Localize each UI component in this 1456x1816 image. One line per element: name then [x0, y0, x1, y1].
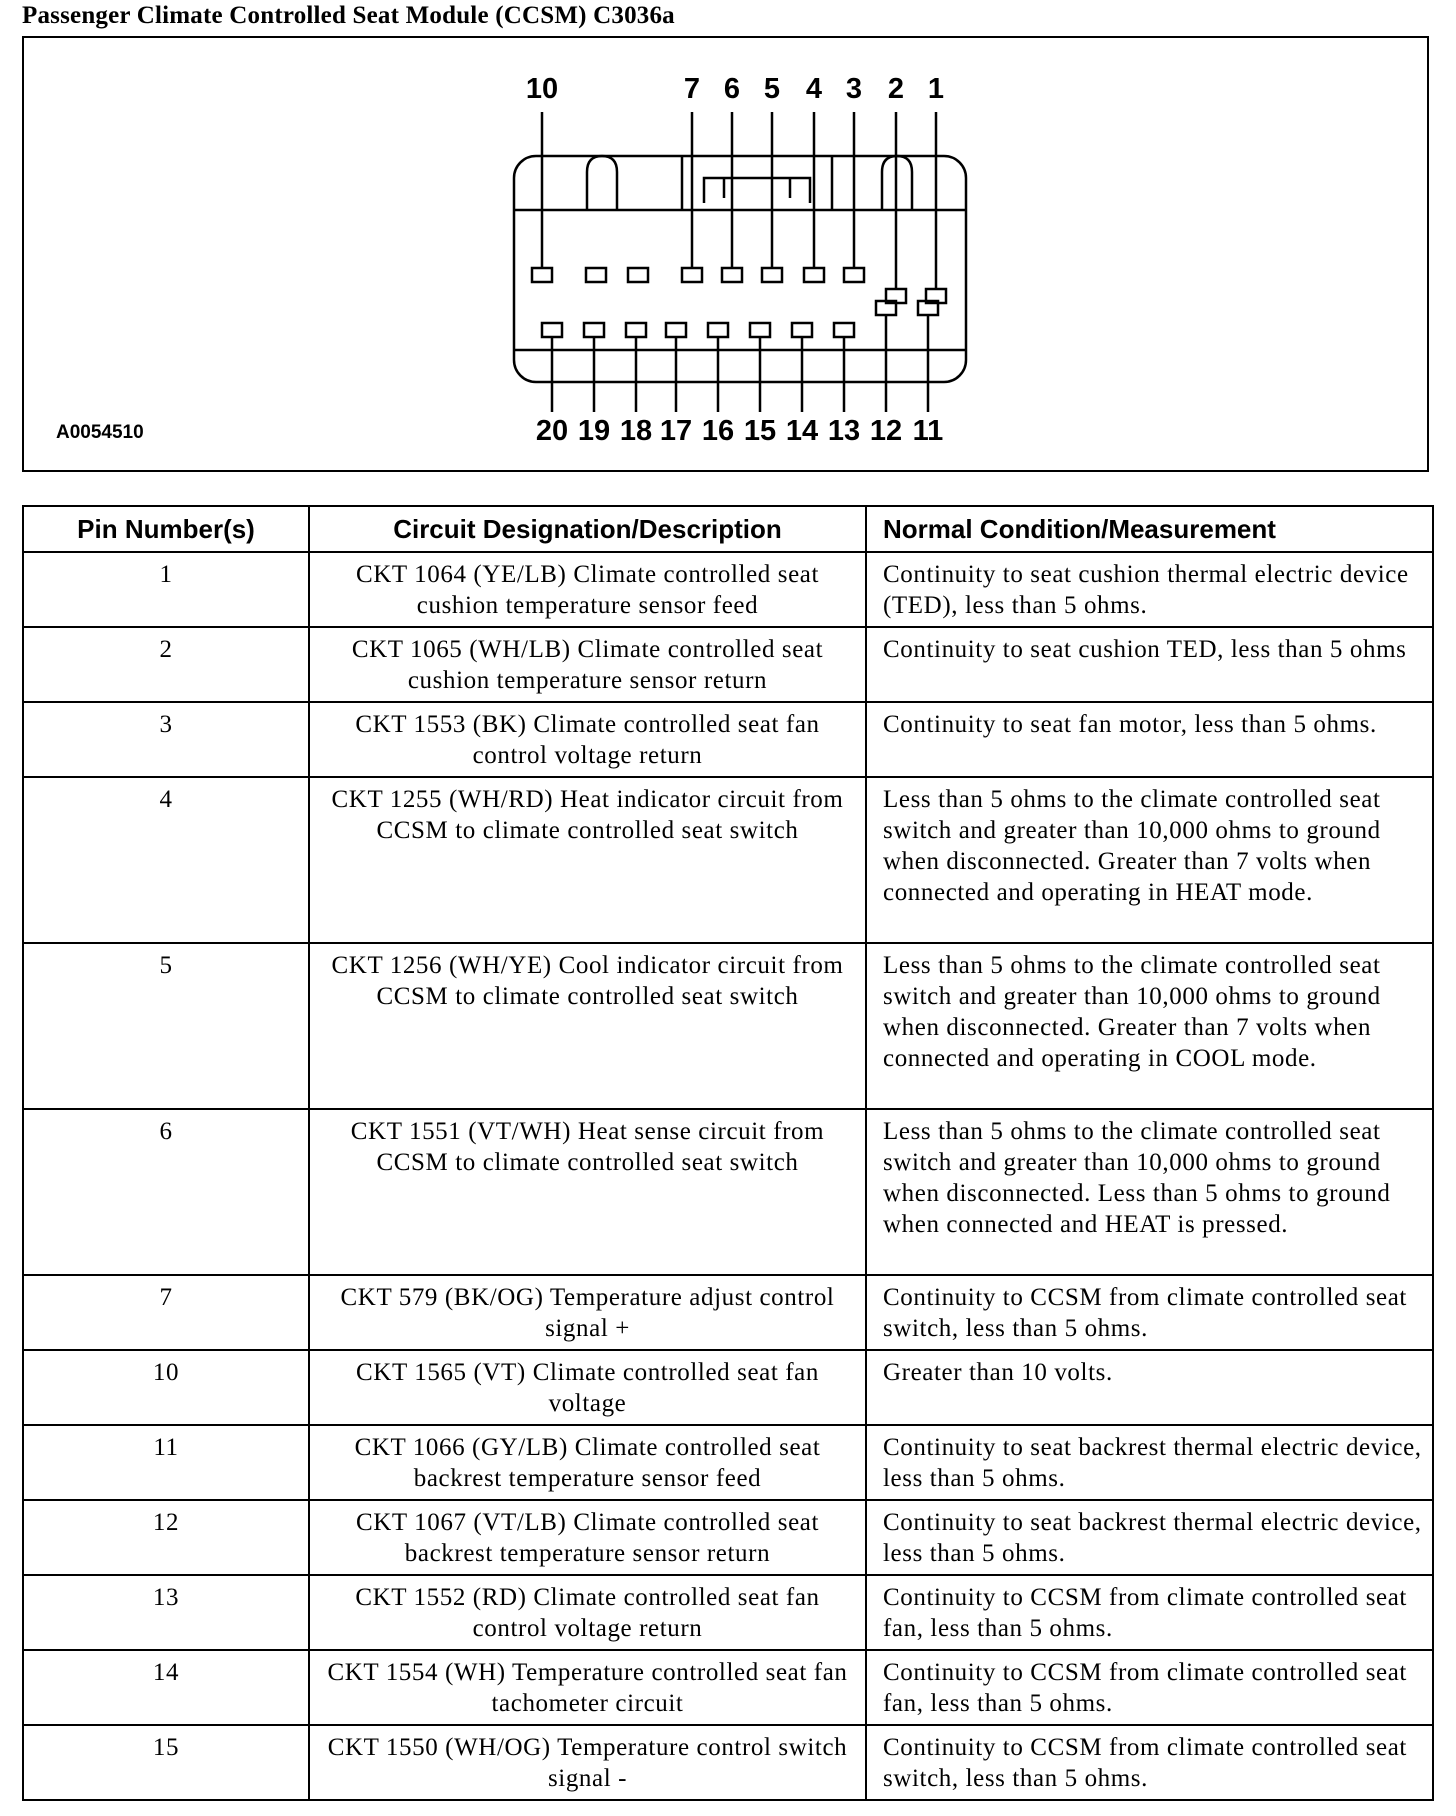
- dummy-cavity: [586, 268, 606, 282]
- pin-label: 13: [827, 415, 861, 447]
- normal-condition-cell: Continuity to seat cushion thermal electric device (TED), less than 5 ohms.: [866, 552, 1433, 627]
- circuit-description-cell: CKT 1551 (VT/WH) Heat sense circuit from CCSM to climate controlled seat switch: [309, 1109, 866, 1275]
- table-row: [23, 1109, 1433, 1275]
- top-pin-7: [682, 112, 702, 282]
- pin-number-cell: 14: [23, 1650, 309, 1725]
- bottom-pin-16: [708, 323, 728, 412]
- bottom-pin-17: [666, 323, 686, 412]
- normal-condition-cell: Less than 5 ohms to the climate controlled seat switch and greater than 10,000 ohms to ground when disconnected. Greater than 7 volts when connected and operating in HEAT mode.: [866, 777, 1433, 943]
- pin-label: 19: [577, 415, 611, 447]
- page-title: Passenger Climate Controlled Seat Module (CCSM) C3036a: [22, 2, 675, 29]
- pinout-table: [22, 505, 1434, 1801]
- connector-diagram: [22, 36, 1429, 472]
- pin-number-cell: 1: [23, 552, 309, 627]
- pin-label: 10: [525, 73, 559, 105]
- bottom-pin-12: [876, 301, 896, 412]
- normal-condition-cell: Less than 5 ohms to the climate controlled seat switch and greater than 10,000 ohms to ground when disconnected. Greater than 7 volts when connected and operating in COOL mode.: [866, 943, 1433, 1109]
- normal-condition-cell: Continuity to CCSM from climate controlled seat switch, less than 5 ohms.: [866, 1725, 1433, 1800]
- circuit-description-cell: CKT 1256 (WH/YE) Cool indicator circuit from CCSM to climate controlled seat switch: [309, 943, 866, 1109]
- pin-label: 5: [763, 73, 781, 105]
- pin-number-cell: 15: [23, 1725, 309, 1800]
- normal-condition-cell: Continuity to CCSM from climate controlled seat fan, less than 5 ohms.: [866, 1650, 1433, 1725]
- bottom-leads: [542, 301, 938, 412]
- pin-number-cell: 4: [23, 777, 309, 943]
- pin-label: 7: [683, 73, 701, 105]
- lock-hump-left: [587, 156, 617, 210]
- normal-condition-cell: Greater than 10 volts.: [866, 1350, 1433, 1425]
- pin-label: 2: [887, 73, 905, 105]
- top-pin-2: [886, 112, 906, 303]
- bottom-pin-19: [584, 323, 604, 412]
- pin-label: 15: [743, 415, 777, 447]
- pin-label: 11: [912, 415, 944, 447]
- dummy-cavity: [628, 268, 648, 282]
- pin-number-cell: 11: [23, 1425, 309, 1500]
- circuit-description-cell: CKT 1064 (YE/LB) Climate controlled seat cushion temperature sensor feed: [309, 552, 866, 627]
- figure-id: A0054510: [56, 422, 144, 443]
- table-header-row: [23, 506, 1433, 552]
- table-row: [23, 777, 1433, 943]
- circuit-description-cell: CKT 579 (BK/OG) Temperature adjust control signal +: [309, 1275, 866, 1350]
- table-row: [23, 943, 1433, 1109]
- bottom-pin-20: [542, 323, 562, 412]
- normal-condition-cell: Continuity to CCSM from climate controlled seat fan, less than 5 ohms.: [866, 1575, 1433, 1650]
- table-row: [23, 1575, 1433, 1650]
- table-row: [23, 1650, 1433, 1725]
- top-pin-labels: [526, 73, 944, 105]
- bottom-pin-15: [750, 323, 770, 412]
- circuit-description-cell: CKT 1066 (GY/LB) Climate controlled seat backrest temperature sensor feed: [309, 1425, 866, 1500]
- bottom-pin-13: [834, 323, 854, 412]
- pin-number-cell: 6: [23, 1109, 309, 1275]
- pin-label: 18: [619, 415, 653, 447]
- pin-number-cell: 5: [23, 943, 309, 1109]
- circuit-description-cell: CKT 1550 (WH/OG) Temperature control switch signal -: [309, 1725, 866, 1800]
- normal-condition-cell: Less than 5 ohms to the climate controlled seat switch and greater than 10,000 ohms to ground when disconnected. Less than 5 ohms to ground when connected and HEAT is pressed.: [866, 1109, 1433, 1275]
- circuit-description-cell: CKT 1065 (WH/LB) Climate controlled seat cushion temperature sensor return: [309, 627, 866, 702]
- table-row: [23, 627, 1433, 702]
- header-pin-number: Pin Number(s): [23, 506, 309, 552]
- pin-label: 6: [723, 73, 741, 105]
- top-pin-10: [532, 112, 552, 282]
- header-circuit-description: Circuit Designation/Description: [309, 506, 866, 552]
- table-row: [23, 1275, 1433, 1350]
- circuit-description-cell: CKT 1554 (WH) Temperature controlled seat fan tachometer circuit: [309, 1650, 866, 1725]
- pin-label: 20: [535, 415, 569, 447]
- pin-number-cell: 7: [23, 1275, 309, 1350]
- connector-drawing: [24, 38, 1429, 472]
- center-latch: [682, 156, 832, 210]
- circuit-description-cell: CKT 1553 (BK) Climate controlled seat fan control voltage return: [309, 702, 866, 777]
- table-row: [23, 1425, 1433, 1500]
- normal-condition-cell: Continuity to CCSM from climate controlled seat switch, less than 5 ohms.: [866, 1275, 1433, 1350]
- circuit-description-cell: CKT 1255 (WH/RD) Heat indicator circuit from CCSM to climate controlled seat switch: [309, 777, 866, 943]
- normal-condition-cell: Continuity to seat fan motor, less than 5 ohms.: [866, 702, 1433, 777]
- normal-condition-cell: Continuity to seat backrest thermal electric device, less than 5 ohms.: [866, 1425, 1433, 1500]
- pin-label: 12: [869, 415, 903, 447]
- table-row: [23, 1350, 1433, 1425]
- table-row: [23, 702, 1433, 777]
- bottom-pin-labels: [536, 415, 943, 447]
- normal-condition-cell: Continuity to seat backrest thermal electric device, less than 5 ohms.: [866, 1500, 1433, 1575]
- table-row: [23, 1500, 1433, 1575]
- bottom-pin-18: [626, 323, 646, 412]
- pin-label: 1: [927, 73, 945, 105]
- pin-label: 14: [785, 415, 819, 447]
- pin-number-cell: 12: [23, 1500, 309, 1575]
- circuit-description-cell: CKT 1067 (VT/LB) Climate controlled seat backrest temperature sensor return: [309, 1500, 866, 1575]
- top-leads: [532, 112, 946, 303]
- pin-number-cell: 13: [23, 1575, 309, 1650]
- top-pin-5: [762, 112, 782, 282]
- bottom-pin-11: [918, 301, 938, 412]
- circuit-description-cell: CKT 1565 (VT) Climate controlled seat fan voltage: [309, 1350, 866, 1425]
- normal-condition-cell: Continuity to seat cushion TED, less than 5 ohms: [866, 627, 1433, 702]
- pin-number-cell: 2: [23, 627, 309, 702]
- pin-label: 4: [805, 73, 823, 105]
- table-row: [23, 1725, 1433, 1800]
- circuit-description-cell: CKT 1552 (RD) Climate controlled seat fan control voltage return: [309, 1575, 866, 1650]
- pin-label: 3: [845, 73, 863, 105]
- table-row: [23, 552, 1433, 627]
- pin-label: 17: [659, 415, 693, 447]
- header-normal-condition: Normal Condition/Measurement: [866, 506, 1433, 552]
- bottom-pin-14: [792, 323, 812, 412]
- top-pin-3: [844, 112, 864, 282]
- pin-number-cell: 3: [23, 702, 309, 777]
- pin-label: 16: [701, 415, 735, 447]
- top-pin-1: [926, 112, 946, 303]
- top-pin-4: [804, 112, 824, 282]
- pin-number-cell: 10: [23, 1350, 309, 1425]
